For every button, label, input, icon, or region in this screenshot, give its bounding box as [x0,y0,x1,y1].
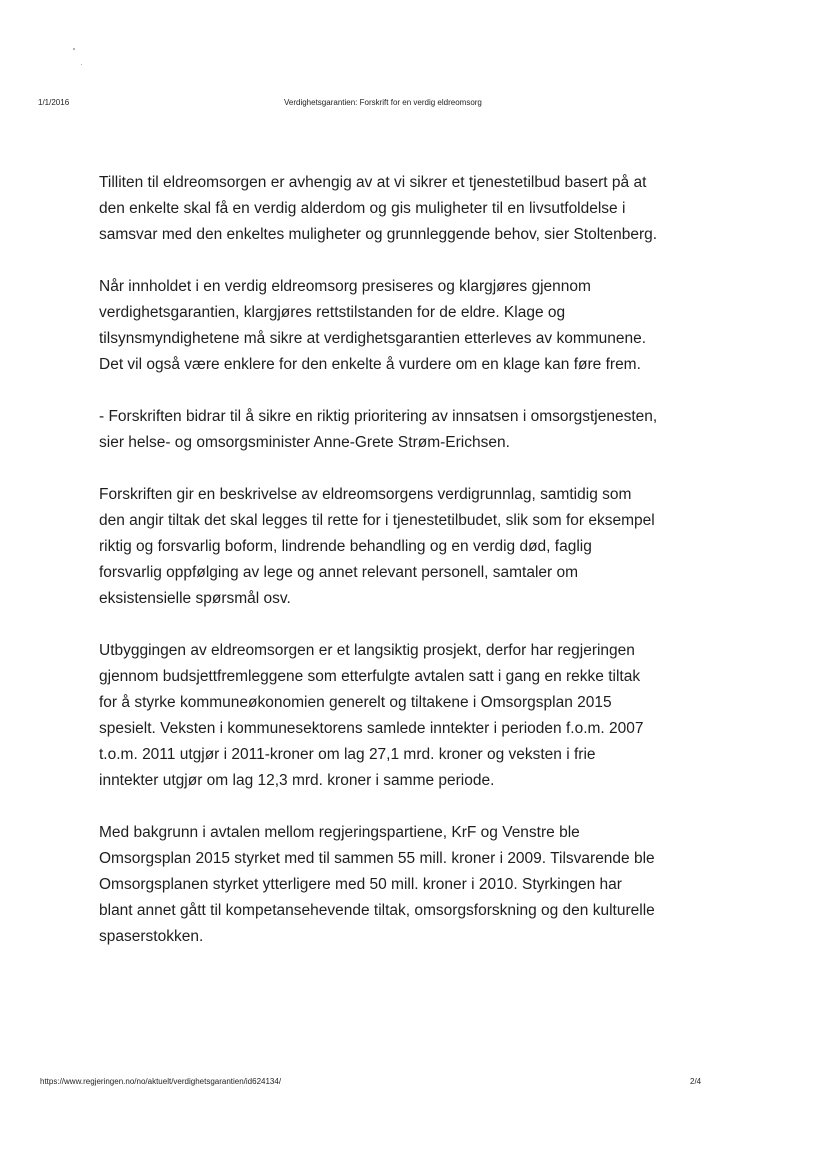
article-paragraph: - Forskriften bidrar til å sikre en riktig prioritering av innsatsen i omsorgstjenesten, sier helse- og omsorgsminister Anne-Grete Strøm-Erichsen. [99,408,658,451]
print-url: https://www.regjeringen.no/no/aktuelt/verdighetsgarantien/id624134/ [40,1077,282,1086]
article-paragraph: Når innholdet i en verdig eldreomsorg presiseres og klargjøres gjennom verdighetsgarantien, klargjøres rettstilstanden for de eldre. Klage og tilsynsmyndighetene må sikre at verdighetsgarantien etterleves av kommunene. Det vil også være enklere for den enkelte å vurdere om en klage kan føre frem. [99,278,647,373]
article-paragraph: Tilliten til eldreomsorgen er avhengig av at vi sikrer et tjenestetilbud basert på at den enkelte skal få en verdig alderdom og gis muligheter til en livsutfoldelse i samsvar med den enkeltes muligheter og grunnleggende behov, sier Stoltenberg. [99,174,658,243]
print-header [0,98,828,112]
article-paragraph: Med bakgrunn i avtalen mellom regjeringspartiene, KrF og Venstre ble Omsorgsplan 2015 styrket med til sammen 55 mill. kroner i 2009. Tilsvarende ble Omsorgsplanen styrket ytterligere med 50 mill. kroner i 2010. Styrkingen har blant annet gått til kompetansehevende tiltak, omsorgsforskning og den kulturelle spaserstokken. [99,824,655,945]
print-page-title: Verdighetsgarantien: Forskrift for en verdig eldreomsorg [284,98,482,107]
article-paragraph: Utbyggingen av eldreomsorgen er et langsiktig prosjekt, derfor har regjeringen gjennom budsjettfremleggene som etterfulgte avtalen satt i gang en rekke tiltak for å styrke kommuneøkonomien generelt og tiltakene i Omsorgsplan 2015 spesielt. Veksten i kommunesektorens samlede inntekter i perioden f.o.m. 2007 t.o.m. 2011 utgjør i 2011-kroner om lag 27,1 mrd. kroner og veksten i frie inntekter utgjør om lag 12,3 mrd. kroner i samme periode. [99,642,644,789]
page-number: 2/4 [690,1077,702,1086]
article-paragraph: Forskriften gir en beskrivelse av eldreomsorgens verdigrunnlag, samtidig som den angir tiltak det skal legges til rette for i tjenestetilbudet, slik som for eksempel riktig og forsvarlig boform, lindrende behandling og en verdig død, faglig forsvarlig oppfølging av lege og annet relevant personell, samtaler om eksistensielle spørsmål osv. [99,486,655,607]
scan-speck [81,64,82,65]
scan-speck [73,48,75,50]
print-footer [0,1077,828,1091]
article-body [99,170,659,976]
print-date: 1/1/2016 [38,98,70,107]
